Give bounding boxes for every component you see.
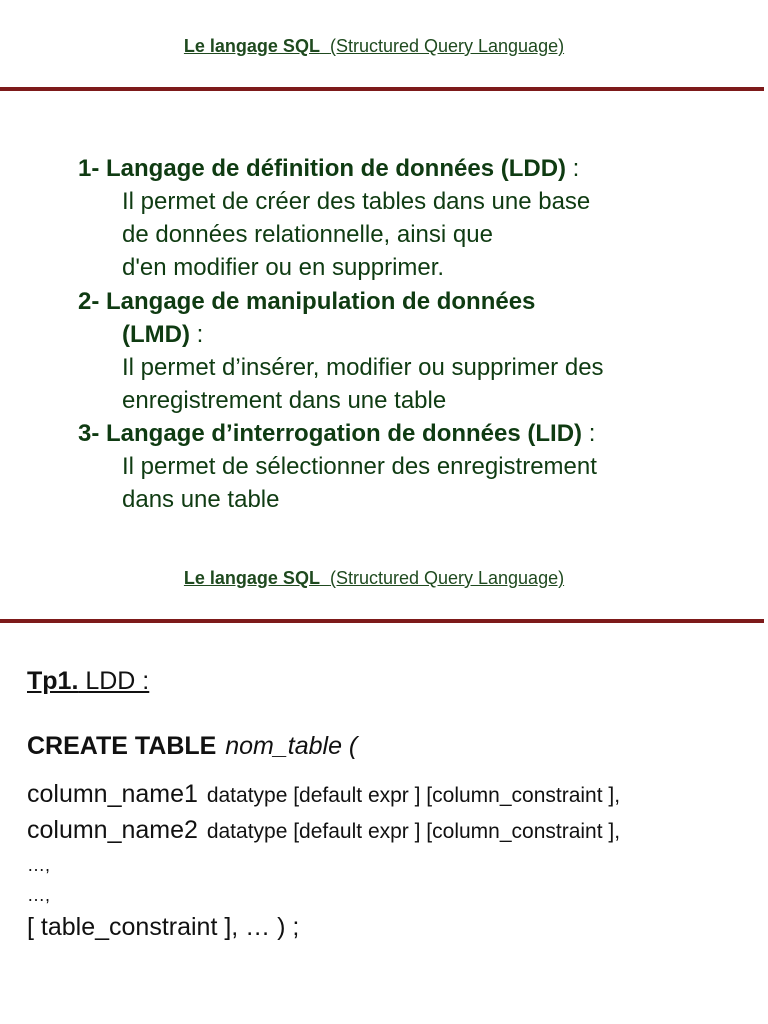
title-rest: (Structured Query Language) <box>329 36 565 56</box>
item-heading-lid: 3- Langage d’interrogation de données (LID) : <box>78 420 596 447</box>
title-rest: (Structured Query Language) <box>329 568 565 588</box>
column-line: column_name2 datatype [default expr ] [column_constraint ], <box>27 816 621 844</box>
create-arg: nom_table ( <box>225 732 358 760</box>
create-table-line <box>27 732 357 761</box>
title-bold: Le langage SQL <box>183 568 320 588</box>
item-desc-line: dans une table <box>122 486 280 513</box>
item-desc-line: Il permet de sélectionner des enregistrement <box>122 453 597 480</box>
title-bold: Le langage SQL <box>183 36 320 56</box>
slide-title <box>0 568 748 589</box>
create-keyword: CREATE TABLE <box>27 732 217 760</box>
divider-rule <box>0 87 764 91</box>
item-desc-line: enregistrement dans une table <box>122 387 447 414</box>
table-constraint-line: [ table_constraint ], … ) ; <box>27 913 300 941</box>
ellipsis-line: …, <box>27 855 51 875</box>
item-desc-line: de données relationnelle, ainsi que <box>122 221 493 248</box>
item-heading-lmd-cont: (LMD) : <box>122 321 204 348</box>
item-desc-line: Il permet de créer des tables dans une base <box>122 188 591 215</box>
divider-rule <box>0 619 764 623</box>
column-line: column_name1 datatype [default expr ] [column_constraint ], <box>27 780 621 808</box>
tp-heading: Tp1. LDD : <box>27 667 150 695</box>
item-desc-line: d'en modifier ou en supprimer. <box>122 254 445 281</box>
ellipsis-line: …, <box>27 885 51 905</box>
slide-title <box>0 36 748 57</box>
item-desc-line: Il permet d’insérer, modifier ou supprimer des <box>122 354 604 381</box>
item-heading-ldd: 1- Langage de définition de données (LDD) : <box>78 155 580 182</box>
item-heading-lmd: 2- Langage de manipulation de données <box>78 288 536 315</box>
